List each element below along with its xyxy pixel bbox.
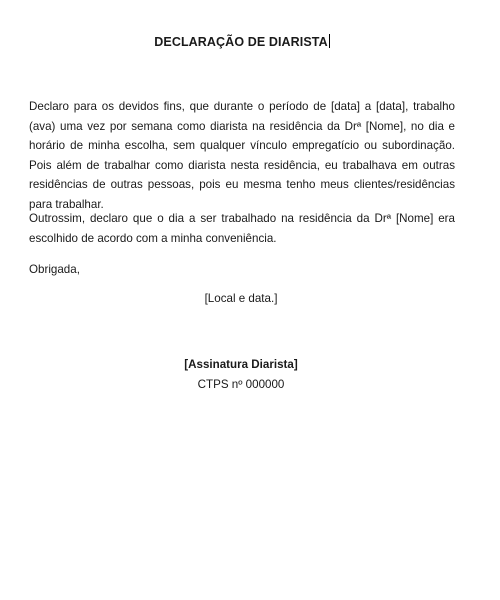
declaration-paragraph: Declaro para os devidos fins, que durante o período de [data] a [data], trabalho (ava) uma vez por semana como diarista na residência da Drª [Nome], no dia e horário de minha escolha, sem qualquer vínculo empregatício ou subordinação. Pois além de trabalhar como diarista nesta residência, eu trabalhava em outras residências de outras pessoas, pois eu mesma tenho meus clientes/residências para trabalhar. [29,100,455,211]
signature-ctps: CTPS nº 000000 [197,378,285,391]
convenience-paragraph: Outrossim, declaro que o dia a ser trabalhado na residência da Drª [Nome] era escolhido de acordo com a minha conveniência. [29,212,455,245]
closing-salutation: Obrigada, [29,263,80,276]
document-title-line [0,34,484,49]
text-cursor [329,34,330,48]
signature-name: [Assinatura Diarista] [184,358,298,371]
document-title: DECLARAÇÃO DE DIARISTA [154,35,328,49]
location-date: [Local e data.] [204,292,278,305]
